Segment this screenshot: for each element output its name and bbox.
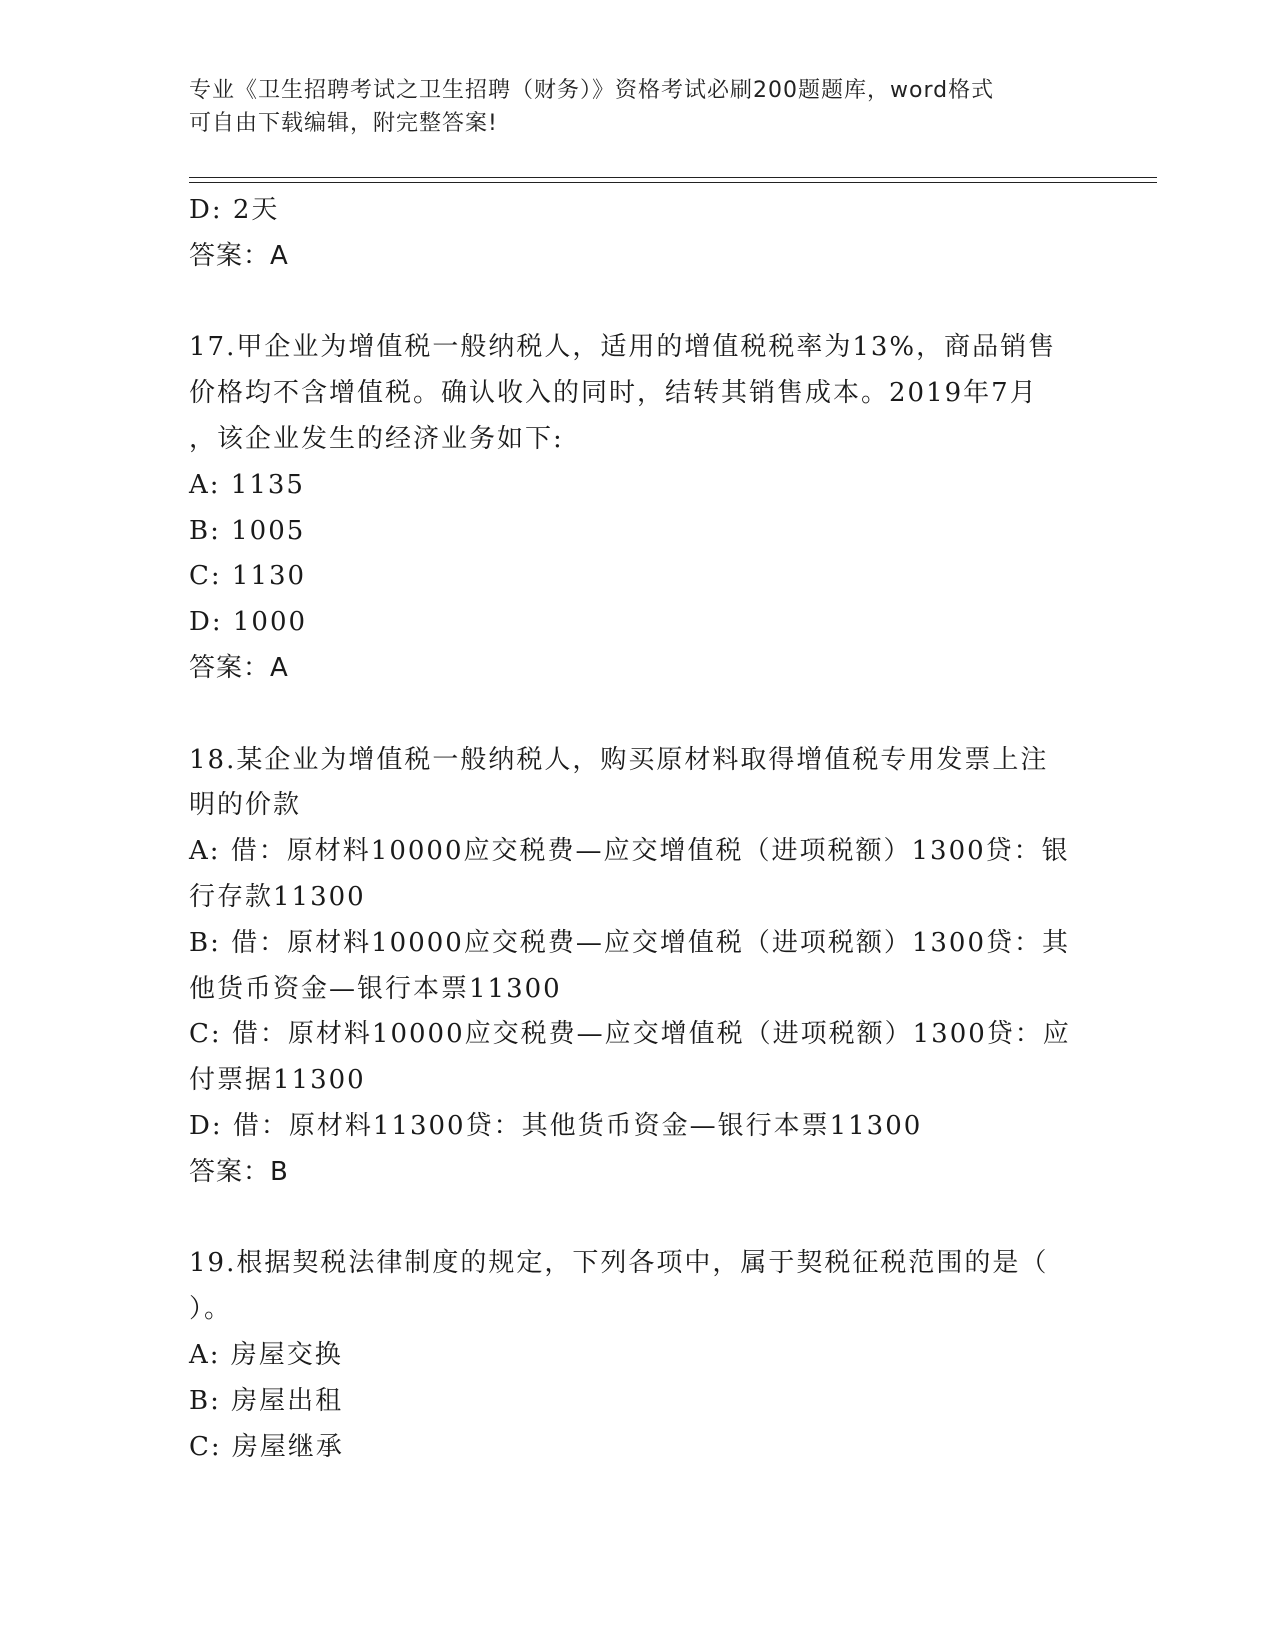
header-title-line-1: 专业《卫生招聘考试之卫生招聘（财务）》资格考试必刷200题题库，word格式 [189,78,995,103]
q18-option-d: D: 借：原材料11300贷：其他货币资金—银行本票11300 [189,1110,923,1141]
header-rule-top [189,177,1157,178]
q18-stem-line-1: 18.某企业为增值税一般纳税人，购买原材料取得增值税专用发票上注 [189,744,1049,775]
q19-stem-line-1: 19.根据契税法律制度的规定，下列各项中，属于契税征税范围的是（ [189,1248,1049,1279]
question-19 [189,1241,1089,1470]
q17-option-d: D: 1000 [189,607,308,638]
q18-option-b-line-1: B: 借：原材料10000应交税费—应交增值税（进项税额）1300贷：其 [189,927,1071,958]
q18-option-b-line-2: 他货币资金—银行本票11300 [189,973,562,1004]
q17-stem-line-3: ，该企业发生的经济业务如下: [189,423,564,454]
page-header [189,74,1089,140]
q17-option-c: C: 1130 [189,561,307,592]
question-18 [189,738,1089,1196]
spacer [189,1196,1089,1242]
q17-option-b: B: 1005 [189,515,306,546]
q19-option-b: B: 房屋出租 [189,1385,344,1416]
prev-option-d: D: 2天 [189,195,280,225]
header-title-line-2: 可自由下载编辑，附完整答案! [189,111,498,136]
q18-option-a-line-2: 行存款11300 [189,881,366,912]
q18-stem-line-2: 明的价款 [189,790,302,821]
q17-option-a: A: 1135 [189,469,305,500]
q17-answer: 答案：A [189,652,289,683]
spacer [189,692,1089,738]
q18-option-c-line-1: C: 借：原材料10000应交税费—应交增值税（进项税额）1300贷：应 [189,1019,1071,1050]
q18-option-c-line-2: 付票据11300 [189,1065,366,1096]
header-rule-bottom [189,182,1157,183]
q19-option-c: C: 房屋继承 [189,1431,344,1462]
q18-answer: 答案：B [189,1156,289,1187]
prev-answer: 答案：A [189,240,289,271]
q18-option-a-line-1: A: 借：原材料10000应交税费—应交增值税（进项税额）1300贷：银 [189,836,1070,867]
q19-option-a: A: 房屋交换 [189,1339,343,1370]
spacer [189,280,1089,326]
document-body [189,188,1089,1470]
question-17 [189,325,1089,691]
q17-stem-line-1: 17.甲企业为增值税一般纳税人，适用的增值税税率为13%，商品销售 [189,332,1057,363]
q19-stem-line-2: ）。 [189,1294,233,1325]
q17-stem-line-2: 价格均不含增值税。确认收入的同时，结转其销售成本。2019年7月 [189,378,1038,409]
